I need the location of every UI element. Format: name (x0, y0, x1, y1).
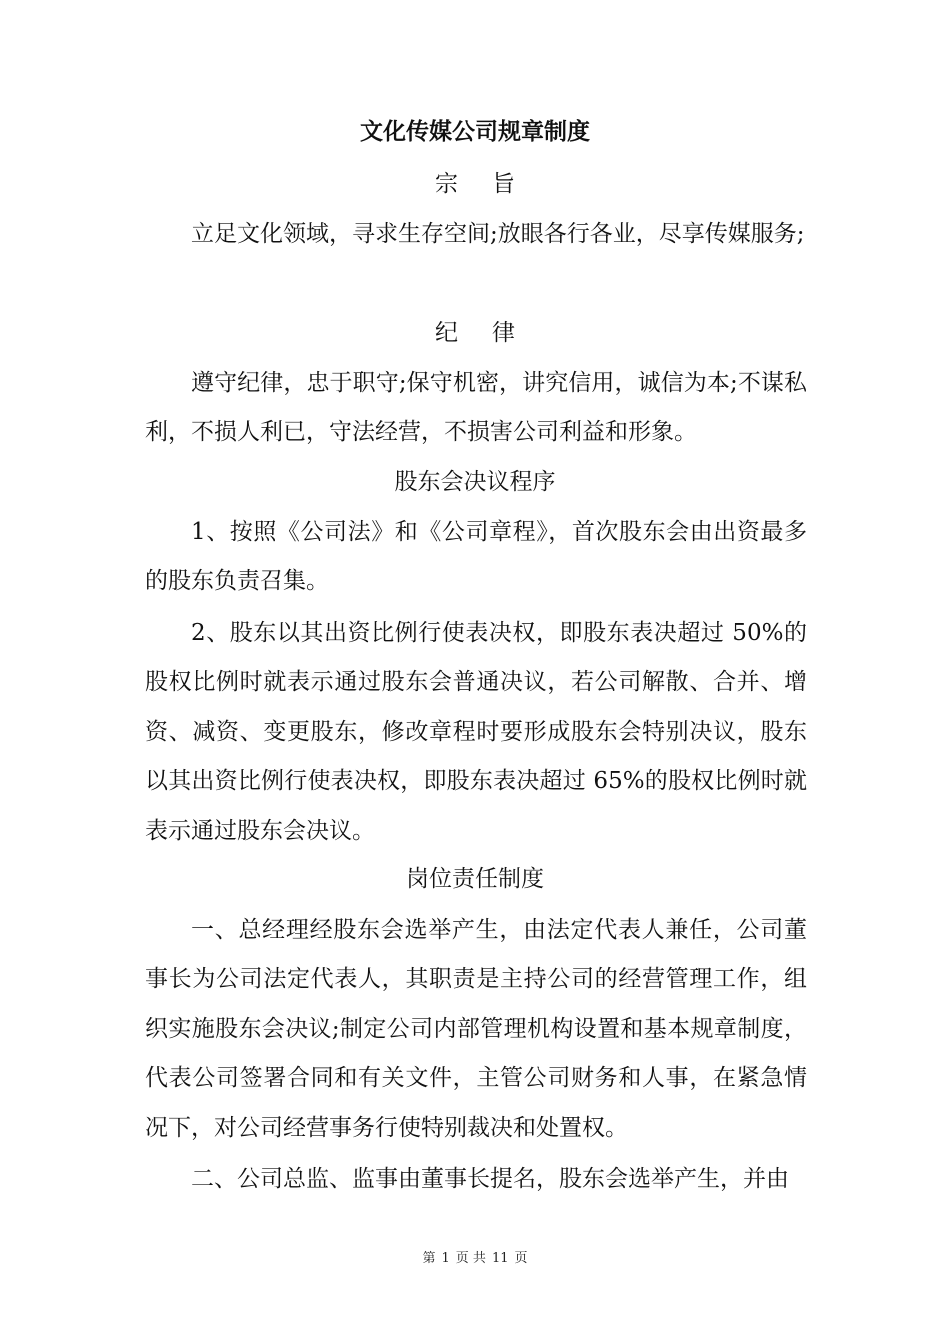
paragraph: 1、按照《公司法》和《公司章程》，首次股东会由出资最多的股东负责召集。 (145, 519, 807, 595)
document-title: 文化传媒公司规章制度 (360, 119, 590, 145)
paragraph: 遵守纪律，忠于职守;保守机密，讲究信用，诚信为本;不谋私利，不损人利已，守法经营，不损害公司利益和形象。 (145, 370, 807, 446)
footer-total-pages: 11 (491, 1251, 509, 1266)
footer-prefix: 第 (422, 1251, 436, 1266)
section-heading-shareholder-procedure: 股东会决议程序 (394, 469, 556, 495)
paragraph: 2、股东以其出资比例行使表决权，即股东表决超过 50%的股权比例时就表示通过股东会普通决议，若公司解散、合并、增资、减资、变更股东，修改章程时要形成股东会特别决议，股东以其出资比例行使表决权，即股东表决超过 65%的股权比例时就表示通过股东会决议。 (145, 620, 807, 844)
paragraph: 二、公司总监、监事由董事长提名，股东会选举产生，并由 (191, 1166, 789, 1192)
footer-page-number: 1 (441, 1251, 450, 1266)
section-heading-discipline: 纪律 (435, 320, 549, 346)
section-heading-purpose: 宗旨 (435, 171, 549, 197)
footer-suffix: 页 (514, 1251, 528, 1266)
section-heading-job-responsibility: 岗位责任制度 (406, 866, 544, 892)
page-footer (0, 1250, 950, 1268)
paragraph: 立足文化领域，寻求生存空间;放眼各行各业，尽享传媒服务; (191, 221, 805, 247)
paragraph: 一、总经理经股东会选举产生，由法定代表人兼任，公司董事长为公司法定代表人，其职责是主持公司的经营管理工作，组织实施股东会决议;制定公司内部管理机构设置和基本规章制度，代表公司签署合同和有关文件，主管公司财务和人事，在紧急情况下，对公司经营事务行使特别裁决和处置权。 (145, 917, 807, 1141)
footer-middle: 页 共 (455, 1251, 486, 1266)
